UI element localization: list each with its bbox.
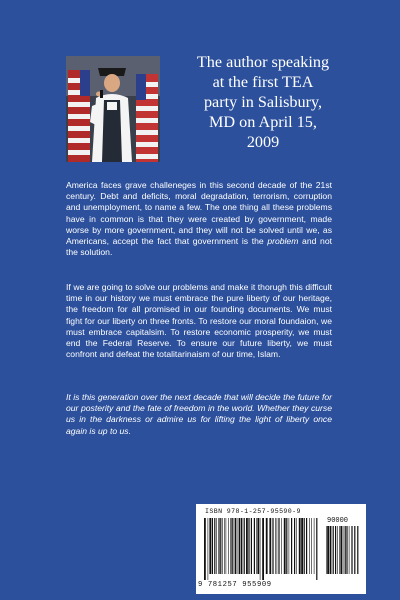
- barcode-bar: [354, 526, 355, 574]
- caption-line: MD on April 15,: [209, 113, 317, 131]
- ean-number: 9 781257 955909: [198, 581, 272, 589]
- barcode-bar: [235, 518, 237, 574]
- barcode-bar: [357, 526, 358, 574]
- barcode-bar: [266, 518, 268, 574]
- barcode-bar: [269, 518, 271, 574]
- barcode-bar: [216, 518, 217, 574]
- barcode-bar: [254, 518, 255, 574]
- barcode-bar: [220, 518, 221, 574]
- barcode-bar: [232, 518, 233, 574]
- barcode-bar: [333, 526, 334, 574]
- barcode-bar: [301, 518, 303, 574]
- barcode-bar: [260, 518, 261, 580]
- photo-caption: [170, 52, 356, 152]
- para1-tail: and not the solution.: [66, 236, 332, 258]
- barcode-bar: [277, 518, 278, 574]
- barcode-bar: [218, 518, 219, 574]
- barcode-bar: [349, 526, 350, 574]
- barcode-bar: [204, 518, 206, 580]
- barcode-bar: [239, 518, 240, 574]
- barcode-bar: [262, 518, 264, 580]
- para1-lead: America faces grave challeneges in this second decade of the 21st century. Debt and deficits, moral degradation, terrorism, corruption and unemployment, to name a few. The one thing all these problems have in common is that they were created by government, made worse by more government, and they will not be solved until we, as Americans, accept the fact that government is the: [66, 180, 332, 247]
- caption-line: 2009: [246, 133, 280, 151]
- barcode-bar: [257, 518, 259, 574]
- barcode-bar: [335, 526, 336, 574]
- barcode-bar: [316, 518, 317, 580]
- barcode-bar: [222, 518, 223, 574]
- barcode-bar: [311, 518, 312, 574]
- barcode-bar: [299, 518, 301, 574]
- barcode-bar: [208, 518, 209, 580]
- barcode-bar: [230, 518, 231, 574]
- caption-line: The author speaking: [196, 53, 330, 71]
- isbn-text: ISBN 978-1-257-95590-9: [205, 508, 301, 515]
- barcode-bar: [352, 526, 353, 574]
- barcode-bar: [241, 518, 243, 574]
- barcode-bar: [306, 518, 307, 574]
- barcode-bar: [278, 518, 279, 574]
- barcode-bar: [212, 518, 213, 574]
- barcode-bar: [248, 518, 249, 574]
- barcode-bar: [275, 518, 276, 574]
- body-paragraph-2: If we are going to solve our problems and make it thorugh this difficult time in our history we must embrace the pure liberty of our heritage, the freedom for all promised in our founding documents. We must fight for our liberty on three fronts. To restore our moral foundaion, we must embrace capitalsim. To restore economic prosperity, we must end the Federal Reserve. To ensure our future liberty, we must confront and defeat the totalitarinaism of our time, Islam.: [66, 282, 332, 360]
- barcode-bar: [337, 526, 338, 574]
- barcode-bar: [314, 518, 315, 574]
- barcode-bar: [346, 526, 347, 574]
- barcode-bar: [343, 526, 344, 574]
- barcode-bar: [327, 526, 329, 574]
- barcode-bar: [272, 518, 273, 574]
- barcode-bar: [330, 526, 332, 574]
- barcode-addon-number: 90000: [327, 517, 349, 525]
- barcode-addon-bars: [326, 526, 360, 580]
- barcode-bar: [291, 518, 292, 574]
- speaker-photo-icon: [66, 56, 160, 162]
- barcode-bar: [286, 518, 287, 574]
- barcode-bar: [284, 518, 286, 574]
- barcode-bar: [294, 518, 295, 574]
- author-photo: [66, 56, 160, 162]
- barcode-bars: [204, 518, 318, 580]
- barcode-bar: [345, 526, 346, 574]
- barcode-bar: [281, 518, 282, 574]
- barcode-bar: [209, 518, 211, 574]
- barcode-bar: [351, 526, 352, 574]
- barcode-bar: [326, 526, 327, 574]
- caption-line: party in Salisbury,: [203, 93, 323, 111]
- body-paragraph-1: [66, 180, 332, 258]
- barcode-bar: [340, 526, 342, 574]
- barcode-bar: [214, 518, 215, 574]
- barcode-bar: [226, 518, 227, 574]
- barcode-bar: [244, 518, 245, 574]
- barcode-bar: [251, 518, 252, 574]
- barcode-bar: [246, 518, 248, 574]
- barcode-bar: [256, 518, 257, 574]
- barcode-bar: [238, 518, 239, 574]
- body-paragraph-3: It is this generation over the next decade that will decide the future for our posterity and the fate of freedom in the world. Whether they curse us in the darkness or admire us for lifting the light of liberty once again is up to us.: [66, 392, 332, 436]
- para1-emphasis: problem: [267, 236, 299, 247]
- isbn-barcode: [196, 504, 366, 594]
- barcode-bar: [309, 518, 310, 574]
- barcode-bar: [296, 518, 297, 574]
- barcode-bar: [339, 526, 340, 574]
- barcode-bar: [224, 518, 225, 574]
- barcode-bar: [289, 518, 290, 574]
- barcode-bar: [304, 518, 305, 574]
- caption-line: at the first TEA: [212, 73, 314, 91]
- barcode-bar: [228, 518, 229, 574]
